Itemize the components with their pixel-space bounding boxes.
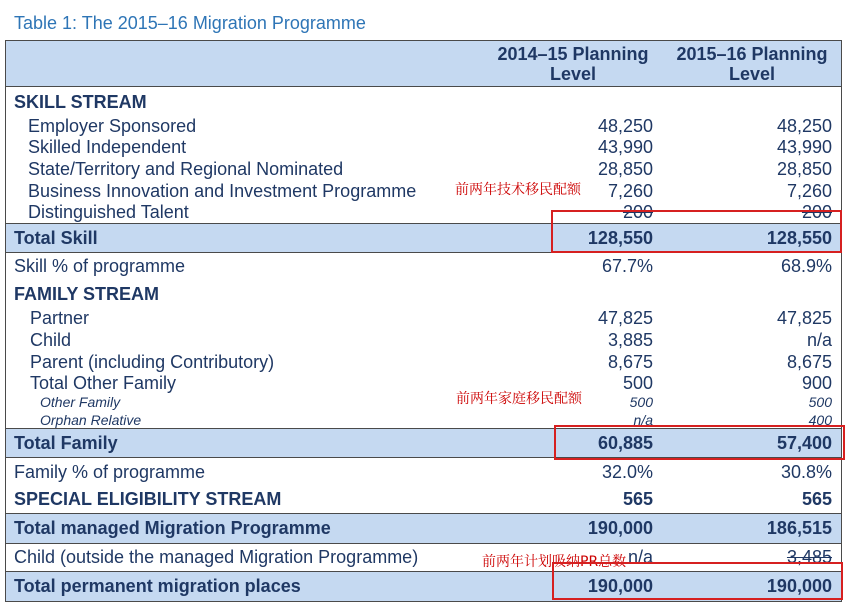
family-stream-heading: FAMILY STREAM [14,284,160,304]
value-2014-15: 128,550 [587,228,653,248]
row-label: Total permanent migration places [14,576,301,596]
column-header-2015-16-line1: 2015–16 Planning [676,44,828,64]
column-header-2014-15-line1: 2014–15 Planning [497,44,649,64]
skill-quota-annotation: 前两年技术移民配额 [455,182,581,198]
column-header-2014-15-line2: Level [549,64,597,84]
value-2015-16: 190,000 [766,576,832,596]
value-2014-15: 43,990 [597,137,653,157]
row-label: Distinguished Talent [28,202,189,222]
row-label: Total Family [14,433,118,453]
migration-table [5,40,842,602]
value-2014-15: 47,825 [597,308,653,328]
row-label: Skill % of programme [14,256,186,276]
row-label: Employer Sponsored [28,116,197,136]
value-2015-16: 57,400 [776,433,832,453]
row-label: Total managed Migration Programme [14,518,331,538]
column-header-2015-16-line2: Level [728,64,776,84]
total-places-highlight-box [552,562,843,600]
row-label: Skilled Independent [28,137,187,157]
row-label: Other Family [40,394,121,410]
value-2015-16: 28,850 [776,159,832,179]
value-2015-16: 128,550 [766,228,832,248]
row-label: Partner [30,308,90,328]
value-2014-15: n/a [627,547,653,567]
value-2014-15: 7,260 [607,181,653,201]
value-2014-15: 200 [622,202,653,222]
table-header-row [6,41,841,87]
value-2015-16: 30.8% [780,462,832,482]
value-2014-15: 565 [622,489,653,509]
value-2015-16: 200 [801,202,832,222]
skill-total-highlight-box [551,210,842,253]
row-label: Child [30,330,72,350]
row-label: Child (outside the managed Migration Programme) [14,547,419,567]
value-2014-15: 190,000 [587,576,653,596]
value-2014-15: 48,250 [597,116,653,136]
row-label: Business Innovation and Investment Programme [28,181,417,201]
value-2015-16: 565 [801,489,832,509]
value-2015-16: 3,485 [786,547,832,567]
row-label: Total Skill [14,228,98,248]
value-2015-16: n/a [806,330,832,350]
row-label: State/Territory and Regional Nominated [28,159,344,179]
value-2015-16: 8,675 [786,352,832,372]
column-header-2015-16 [666,44,838,84]
row-label: Family % of programme [14,462,206,482]
row-label: Parent (including Contributory) [30,352,275,372]
value-2015-16: 47,825 [776,308,832,328]
value-2014-15: 28,850 [597,159,653,179]
value-2015-16: 900 [801,373,832,393]
total-pr-annotation: 前两年计划吸纳PR总数 [482,554,627,570]
family-quota-annotation: 前两年家庭移民配额 [456,391,582,407]
row-label: SPECIAL ELIGIBILITY STREAM [14,489,282,509]
value-2014-15: 500 [629,394,653,410]
value-2014-15: 67.7% [601,256,653,276]
value-2015-16: 48,250 [776,116,832,136]
column-header-2014-15 [484,44,662,84]
value-2014-15: 190,000 [587,518,653,538]
value-2015-16: 400 [808,412,832,428]
value-2015-16: 186,515 [766,518,832,538]
value-2014-15: n/a [633,412,653,428]
total-managed-row [6,513,841,544]
row-label: Total Other Family [30,373,177,393]
table-caption: Table 1: The 2015–16 Migration Programme [14,13,366,33]
value-2015-16: 43,990 [776,137,832,157]
value-2015-16: 7,260 [786,181,832,201]
value-2014-15: 3,885 [607,330,653,350]
value-2014-15: 32.0% [601,462,653,482]
skill-stream-heading: SKILL STREAM [14,92,147,112]
row-label: Orphan Relative [40,412,142,428]
value-2014-15: 60,885 [597,433,653,453]
family-total-highlight-box [554,425,845,460]
value-2014-15: 500 [622,373,653,393]
value-2015-16: 68.9% [780,256,832,276]
value-2014-15: 8,675 [607,352,653,372]
value-2015-16: 500 [808,394,832,410]
